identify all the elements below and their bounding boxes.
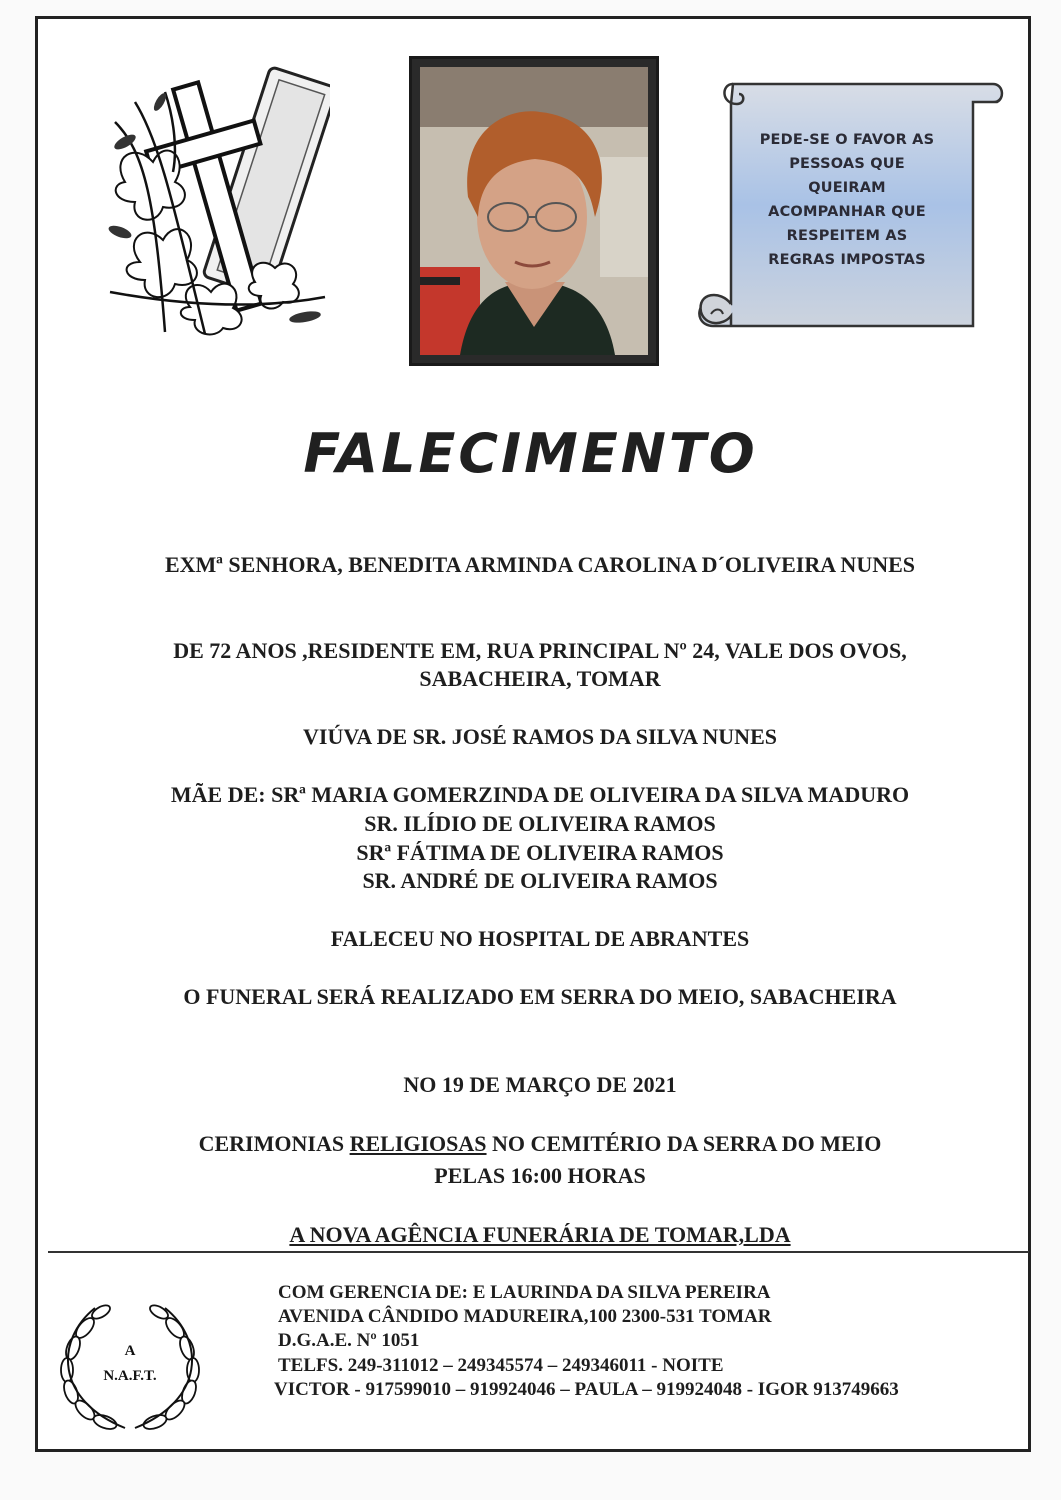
footer-phones: TELFS. 249-311012 – 249345574 – 249346011 - NOITE xyxy=(278,1355,724,1376)
ceremony-text: CERIMONIAS xyxy=(198,1131,350,1156)
footer-dgae: D.G.A.E. Nº 1051 xyxy=(278,1330,420,1351)
scroll-line: PEDE-SE O FAVOR AS xyxy=(759,132,935,148)
footer-address: AVENIDA CÂNDIDO MADUREIRA,100 2300-531 TOMAR xyxy=(278,1306,772,1327)
footer-management: COM GERENCIA DE: E LAURINDA DA SILVA PEREIRA xyxy=(278,1282,771,1303)
scroll-line: RESPEITEM AS xyxy=(786,228,908,244)
ceremony-underlined-text: RELIGIOSAS xyxy=(349,1131,487,1156)
date-line: NO 19 DE MARÇO DE 2021 xyxy=(403,1072,677,1097)
cross-lily-icon xyxy=(105,62,330,340)
footer-contacts: VICTOR - 917599010 – 919924046 – PAULA – 919924048 - IGOR 913749663 xyxy=(274,1379,899,1400)
ceremony-text: NO CEMITÉRIO DA SERRA DO MEIO xyxy=(486,1131,882,1156)
deceased-portrait xyxy=(409,56,659,366)
emblem-letter: A xyxy=(124,1343,136,1359)
scroll-line: REGRAS IMPOSTAS xyxy=(768,252,926,268)
children-line: MÃE DE: SRª MARIA GOMERZINDA DE OLIVEIRA DA SILVA MADURO xyxy=(170,782,910,807)
ceremony-line xyxy=(60,1130,1020,1158)
emblem-initials: N.A.F.T. xyxy=(103,1368,157,1384)
age-residence-line-2: SABACHEIRA, TOMAR xyxy=(419,666,661,691)
scroll-line: QUEIRAM xyxy=(808,180,886,196)
children-line: SRª FÁTIMA DE OLIVEIRA RAMOS xyxy=(356,840,724,865)
scroll-line: ACOMPANHAR QUE xyxy=(768,204,926,220)
children-line: SR. ILÍDIO DE OLIVEIRA RAMOS xyxy=(364,811,716,836)
deceased-name: EXMª SENHORA, BENEDITA ARMINDA CAROLINA D´OLIVEIRA NUNES xyxy=(164,552,916,577)
death-place-line: FALECEU NO HOSPITAL DE ABRANTES xyxy=(330,926,750,951)
time-line: PELAS 16:00 HORAS xyxy=(434,1163,646,1188)
page-title: FALECIMENTO xyxy=(303,422,758,485)
portrait-image xyxy=(420,67,648,355)
laurel-wreath-icon xyxy=(55,1300,205,1435)
agency-name: A NOVA AGÊNCIA FUNERÁRIA DE TOMAR,LDA xyxy=(289,1222,791,1247)
funeral-line: O FUNERAL SERÁ REALIZADO EM SERRA DO MEIO, SABACHEIRA xyxy=(183,984,897,1009)
divider xyxy=(48,1251,1029,1253)
widow-line: VIÚVA DE SR. JOSÉ RAMOS DA SILVA NUNES xyxy=(303,724,777,749)
age-residence-line-1: DE 72 ANOS ,RESIDENTE EM, RUA PRINCIPAL Nº 24, VALE DOS OVOS, xyxy=(173,638,907,663)
children-line: SR. ANDRÉ DE OLIVEIRA RAMOS xyxy=(362,868,718,893)
scroll-line: PESSOAS QUE xyxy=(789,156,905,172)
scroll-message xyxy=(742,128,952,272)
